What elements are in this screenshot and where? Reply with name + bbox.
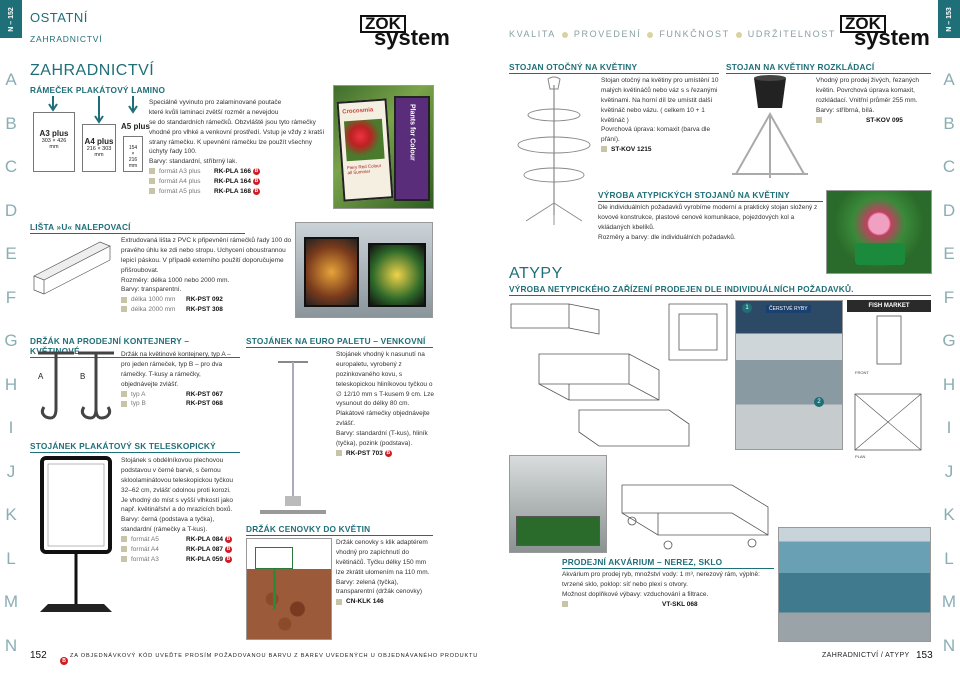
ramecek-photo: Crocosmia Fiery Red Colour all Summer Plants for Colour (333, 85, 434, 209)
left-page-number: 152 (30, 650, 47, 661)
section-title: ZAHRADNICTVÍ (30, 62, 155, 79)
index-letter: D (4, 200, 18, 220)
product-row (121, 399, 239, 409)
atypicke-photo (826, 190, 932, 274)
index-letter: M (3, 592, 19, 611)
index-letter: I (8, 418, 14, 437)
left-footer-text: ZA OBJEDNÁVKOVÝ KÓD UVEĎTE PROSÍM POŽADOVANOU BARVU Z BAREV UVEDENÝCH U OBJEDNÁVANÉHO PRODUKTU (70, 653, 479, 659)
product-code: RK-PLA 087 (186, 545, 223, 553)
color-badge-icon: B (386, 449, 391, 456)
product-row (121, 390, 239, 400)
stojanek-drawing (34, 454, 116, 629)
left-letter-index (0, 0, 22, 679)
bullet-icon (121, 556, 127, 562)
bullet-icon (562, 601, 568, 607)
left-page-tab: N – 152 (0, 0, 22, 38)
product-code: RK-PLA 164 (214, 178, 251, 185)
product-row (149, 177, 332, 187)
drzak-desc: Držák na květinové kontejnery, typ A – pro jeden rámeček, typ B – pro dva rámečky. T-kusy a rámečky, objednávejte zvlášť. typ A RK-PST 067 typ B RK-PST 068 (121, 350, 239, 409)
index-letter: D (942, 200, 956, 220)
ramecek-title: RÁMEČEK PLAKÁTOVÝ LAMINO (30, 85, 166, 95)
bullet-icon (121, 306, 127, 312)
akvarium-desc: Akvárium pro prodej ryb, množství vody: 1 m³, nerezový rám, výplně: tvrzené sklo, poklop: síť nebo plexi s otvory. Možnost doplňkové výbavy: vzduchování a filtrace. VT-SKL 068 (562, 571, 760, 608)
bullet-icon (149, 178, 155, 184)
otocny-drawing (512, 75, 597, 230)
index-letter: H (4, 374, 18, 394)
frame-a5: 154 × 216 mm (123, 136, 143, 172)
drzak-title: DRŽÁK NA PRODEJNÍ KONTEJNERY – KVĚTINOVÉ (30, 336, 240, 358)
rozkladaci-drawing (726, 74, 814, 184)
product-label: typ B (131, 400, 146, 408)
index-letter: N (942, 635, 956, 655)
bullet-icon (121, 546, 127, 552)
index-letter: B (5, 113, 17, 133)
cenovky-photo (246, 538, 332, 640)
bullet-icon (121, 297, 127, 303)
atypicke-desc: Dle individuálních požadavků vyrobíme moderní a praktický stojan složený z kovové konstrukce, plastové cenové komunikace, pojezdových kol a vkládaných kbelíků. Rozměry a barvy: dle individuálních požadavků. (598, 204, 818, 241)
bullet-icon (149, 168, 155, 174)
atypy-subtitle: VÝROBA NETYPICKÉHO ZAŘÍZENÍ PRODEJEN DLE INDIVIDUÁLNÍCH POŽADAVKŮ. (509, 284, 931, 296)
svg-text:B: B (80, 372, 86, 381)
europaleta-drawing (250, 346, 332, 516)
cenovky-title: DRŽÁK CENOVKY DO KVĚTIN (246, 524, 433, 536)
index-letter: I (946, 418, 952, 437)
product-code: RK-PLA 059 (186, 555, 223, 563)
index-letter: A (5, 70, 17, 89)
atypy-title: ATYPY (509, 265, 563, 282)
frame-a5-label: A5 plus (121, 122, 150, 131)
color-badge-icon: B (254, 187, 259, 194)
cart-drawing (612, 455, 778, 553)
stojanek-title: STOJÁNEK PLAKÁTOVÝ SK TELESKOPICKÝ (30, 441, 240, 453)
bullet-icon (149, 188, 155, 194)
lista-photo (295, 222, 433, 318)
product-row (121, 305, 296, 315)
bullet-icon (336, 599, 342, 605)
atypicke-title: VÝROBA ATYPICKÝCH STOJANŮ NA KVĚTINY (598, 190, 823, 202)
product-label: formát A5 plus (159, 187, 201, 195)
color-badge-icon: B (226, 555, 231, 562)
stojanek-desc: Stojánek s obdélníkovou plechovou podstavou v černé barvě, s černou skloolaminátovou teleskopickou tyčkou 32–62 cm, zvlášť odolnou proti korozi. Je vhodný do míst s vyšší vlhkostí jako např. květinářství a do mrazicích boxů. Barvy: černá (podstava a tyčka), standardní (rámečky a T-kus). formát A5 RK-PLA 084 B formát A4 RK-PLA 087 B formát A3 RK-PLA 059 B (121, 456, 239, 565)
index-letter: E (5, 244, 17, 263)
zok-logo-left: ZOK system (360, 15, 450, 48)
index-letter: L (944, 548, 954, 568)
atypy-counter-drawing (509, 300, 731, 450)
product-label: formát A3 plus (159, 168, 201, 176)
akvarium-photo (778, 527, 931, 642)
svg-text:PLAN: PLAN (855, 454, 866, 459)
frame-a3: A3 plus 303 × 426 mm (33, 112, 75, 172)
index-letter: J (944, 461, 954, 481)
bullet-icon (121, 536, 127, 542)
header-title: OSTATNÍ (30, 10, 88, 25)
index-letter: C (942, 157, 956, 176)
product-row (121, 555, 239, 565)
arrow-icons (35, 96, 155, 118)
right-page-tab: N – 153 (938, 0, 960, 38)
color-badge-icon: B (60, 657, 68, 665)
index-letter: L (6, 548, 16, 568)
right-page-number: 153 (916, 650, 933, 661)
lista-drawing (30, 236, 120, 298)
drzak-drawing (34, 347, 116, 427)
product-code: RK-PST 068 (186, 400, 223, 408)
ramecek-desc: Speciálně vyvinuto pro zalaminované poutače které kvůli laminaci zvětší rozměr a nevejdou se do standardních rámečků. Obzvláště jsou tyto rámečky vhodné pro vlhké a venkovní prostředí. Vstup je vždy z kratší strany rámečku. K upevnění rámečku lze použít všechny úchyty řady 100. Barvy: standardní, stříbrný lak. formát A3 plus RK-PLA 166 B formát A4 plus RK-PLA 164 B formát A5 plus RK-PLA 168 B (149, 98, 332, 197)
color-badge-icon: B (226, 535, 231, 542)
bullet-icon (816, 117, 822, 123)
bullet-icon (601, 146, 607, 152)
product-row (121, 295, 296, 305)
index-letter: C (4, 157, 18, 176)
index-letter: H (942, 374, 956, 394)
product-label: délka 1000 mm (131, 296, 176, 304)
index-letter: G (4, 331, 18, 350)
bullet-icon (336, 450, 342, 456)
bins-photo (509, 455, 607, 553)
svg-text:A: A (38, 372, 44, 381)
product-code: RK-PLA 166 (214, 168, 251, 176)
header-subtitle: ZAHRADNICTVÍ (30, 34, 103, 44)
akvarium-title: PRODEJNÍ AKVÁRIUM – NEREZ, SKLO (562, 557, 774, 569)
product-code: RK-PLA 168 (214, 187, 251, 195)
index-letter: J (6, 461, 16, 481)
otocny-title: STOJAN OTOČNÝ NA KVĚTINY (509, 62, 719, 74)
product-code: RK-PLA 084 (186, 536, 223, 543)
index-letter: N (4, 635, 18, 655)
frame-a4: A4 plus 216 × 303 mm (82, 124, 116, 172)
cenovky-desc: Držák cenovky s klik adaptérem vhodný pro zapíchnutí do květináčů. Tyčku délky 150 mm lze zkrátit ulomením na 110 mm. Barvy: zelená (tyčka), transparentní (držák cenovky) CN-KLK 146 (336, 539, 430, 606)
product-row (149, 187, 332, 197)
bullet-icon (121, 401, 127, 407)
product-label: formát A3 (131, 555, 159, 563)
product-label: formát A4 (131, 545, 159, 553)
product-label: délka 2000 mm (131, 306, 176, 314)
product-code: RK-PST 092 (186, 296, 223, 304)
index-letter: A (943, 70, 955, 89)
bullet-icon (121, 391, 127, 397)
lista-desc: Extrudovaná lišta z PVC k připevnění rámečků řady 100 do pravého úhlu ke zdi nebo stropu. Uchycení oboustrannou lepicí páskou. V případě externího použití doporučujeme přišroubovat. Rozměry: délka 1000 nebo 2000 mm. Barvy: transparentní. délka 1000 mm RK-PST 092 délka 2000 mm RK-PST 308 (121, 236, 296, 315)
quality-strip: KVALITA PROVEDENÍ FUNKČNOST UDRŽITELNOST (509, 29, 836, 39)
zok-logo-right: ZOK system (840, 15, 930, 48)
product-code: RK-PST 308 (186, 306, 223, 314)
svg-text:FRONT: FRONT (855, 370, 869, 375)
product-row (121, 545, 239, 555)
left-header (30, 10, 102, 44)
product-code: RK-PST 067 (186, 390, 223, 398)
index-letter: K (943, 505, 955, 524)
right-letter-index (938, 0, 960, 679)
color-badge-icon: B (254, 167, 259, 174)
lista-title: LIŠTA »U« NALEPOVACÍ (30, 222, 245, 234)
product-row (121, 535, 239, 545)
product-label: formát A4 plus (159, 178, 201, 185)
index-letter: B (943, 113, 955, 133)
index-letter: M (941, 592, 957, 611)
index-letter: K (5, 505, 17, 524)
rozkladaci-desc: Vhodný pro prodej živých, řezaných květin. Povrchová úprava komaxit, rozkládací. Vnitřní průměr 255 mm. Barvy: stříbrná, bílá. ST-KOV 095 (816, 77, 919, 124)
right-footer-text: ZAHRADNICTVÍ / ATYPY (822, 652, 910, 659)
fish-market-drawing: FISH MARKET FRONT PLAN (847, 300, 931, 450)
index-letter: G (942, 331, 956, 350)
color-badge-icon: B (226, 545, 231, 552)
europaleta-desc: Stojánek vhodný k nasunutí na europaletu, vyrobený z pozinkovaného kovu, s teleskopickou hliníkovou tyčkou o ∅ 12/10 mm s T-kusem 9 cm. Lze vysunout do délky 80 cm. Plakátové rámečky objednávejte zvlášť. Barvy: standardní (T-kus), hliník (tyčka), pozink (podstava). RK-PST 703 B (336, 351, 435, 457)
index-letter: F (5, 287, 17, 307)
index-letter: F (943, 287, 955, 307)
product-label: typ A (131, 390, 146, 398)
rozkladaci-title: STOJAN NA KVĚTINY ROZKLÁDACÍ (726, 62, 931, 74)
product-label: formát A5 (131, 536, 159, 543)
atypy-stall-photo: ČERSTVÉ RYBY 1 2 (735, 300, 843, 450)
product-row (149, 167, 332, 177)
index-letter: E (943, 244, 955, 263)
color-badge-icon: B (254, 177, 259, 184)
europaleta-title: STOJÁNEK NA EURO PALETU – VENKOVNÍ (246, 336, 433, 348)
otocny-desc: Stojan otočný na květiny pro umístění 10 malých květináčů nebo váz s s řezanými květinami. Na horní díl lze umístit další květináč nebo vázu. ( celkem 10 + 1 květináč ) Povrchová úprava: komaxit (barva dle přání). ST-KOV 1215 (601, 77, 719, 154)
